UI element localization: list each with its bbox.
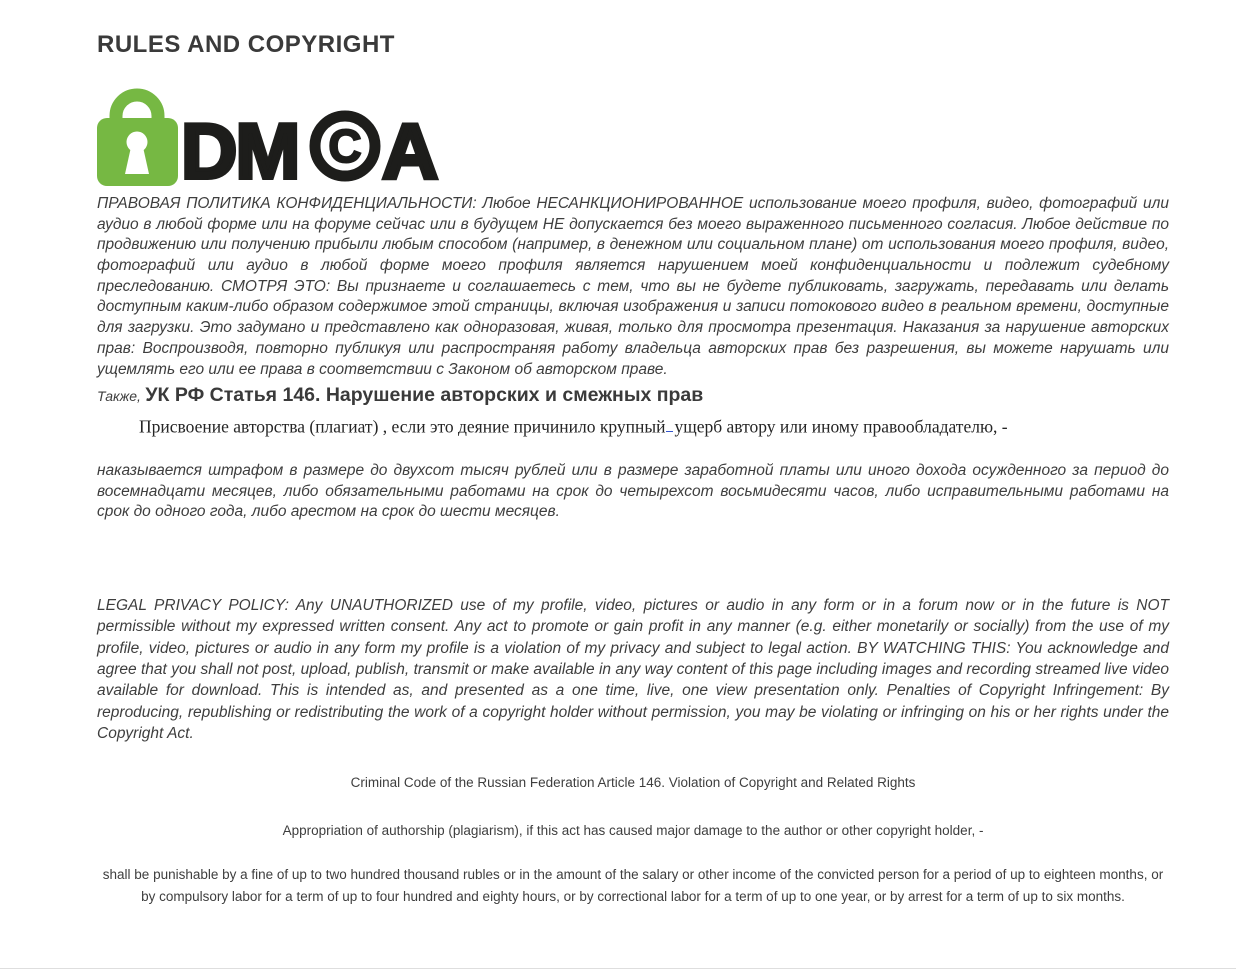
- bottom-divider: [0, 968, 1236, 969]
- logo-letters-dm: DM: [181, 107, 299, 186]
- en-privacy-policy-paragraph: LEGAL PRIVACY POLICY: Any UNAUTHORIZED use of my profile, video, pictures or audio in any form or in a forum now or in the future is NOT permissible without my expressed written consent. Any act to promote or gain profit in any manner (e.g. either monetarily or socially) from the use of my profile, video, pictures or audio in any form my profile is a violation of my privacy and subject to legal action. BY WATCHING THIS: You acknowledge and agree that you shall not post, upload, publish, transmit or make available in any way content of this page including images and recording streamed live video available for download. This is intended as, and presented as a one time, live, one view presentation only. Penalties of Copyright Infringement: By reproducing, republishing or redistributing the work of a copyright holder without permission, you may be violating or infringing on his or her rights under the Copyright Act.: [97, 596, 1169, 743]
- dmca-letters: [181, 107, 438, 186]
- ru-plagiarism-part2: ущерб автору или иному правообладателю, -: [674, 416, 1008, 437]
- en-plagiarism-line: Appropriation of authorship (plagiarism), if this act has caused major damage to the author or other copyright holder, -: [282, 822, 984, 838]
- logo-letter-a: A: [382, 107, 439, 186]
- logo-letter-c: C: [328, 120, 362, 172]
- underlined-space: [666, 415, 673, 433]
- en-article-title: Criminal Code of the Russian Federation Article 146. Violation of Copyright and Related Rights: [350, 774, 916, 790]
- dmca-logo: [97, 85, 449, 186]
- ru-punishment-paragraph: наказывается штрафом в размере до двухсот тысяч рублей или в размере заработной платы или иного дохода осужденного за период до восемнадцати месяцев, либо обязательными работами на срок до четырехсот восьмидесяти часов, либо исправительными работами на срок до одного года, либо арестом на срок до шести месяцев.: [97, 461, 1169, 521]
- en-punishment-paragraph: shall be punishable by a fine of up to two hundred thousand rubles or in the amount of the salary or other income of the convicted person for a period of up to eighteen months, or by compulsory labor for a term of up to four hundred and eighty hours, or by correctional labor for a term of up to one year, or by arrest for a term of up to six months.: [102, 866, 1164, 905]
- page-title: RULES AND COPYRIGHT: [97, 31, 395, 58]
- ru-article-heading: УК РФ Статья 146. Нарушение авторских и смежных прав: [145, 384, 704, 407]
- lock-icon: [97, 95, 178, 186]
- ru-article-heading-line: [97, 383, 1169, 407]
- ru-plagiarism-part1: Присвоение авторства (плагиат) , если это деяние причинило крупный: [139, 416, 666, 437]
- rules-and-copyright-page: [0, 31, 1236, 975]
- ru-privacy-policy-paragraph: ПРАВОВАЯ ПОЛИТИКА КОНФИДЕНЦИАЛЬНОСТИ: Любое НЕСАНКЦИОНИРОВАННОЕ использование моего профиля, видео, фотографий или аудио в любой форме или на форуме сейчас или в будущем НЕ допускается без моего выраженного письменного согласия. Любое действие по продвижению или получению прибыли любым способом (например, в денежном или социальном плане) от использования моего профиля, видео, фотографий или аудио в любой форме моего профиля является нарушением моей конфиденциальности и подлежит судебному преследованию. СМОТРЯ ЭТО: Вы признаете и соглашаетесь с тем, что вы не будете публиковать, загружать, передавать или делать доступным каким-либо образом содержимое этой страницы, включая изображения и записи потокового видео в реальном времени, доступные для загрузки. Это задумано и представлено как одноразовая, живая, только для просмотра презентация. Наказания за нарушение авторских прав: Воспроизводя, повторно публикуя или распространяя работу владельца авторских прав без разрешения, вы можете нарушать или ущемлять его или ее права в соответствии с Законом об авторском праве.: [97, 195, 1169, 378]
- ru-plagiarism-line: [97, 415, 1169, 438]
- ru-also-label: Также,: [97, 388, 141, 405]
